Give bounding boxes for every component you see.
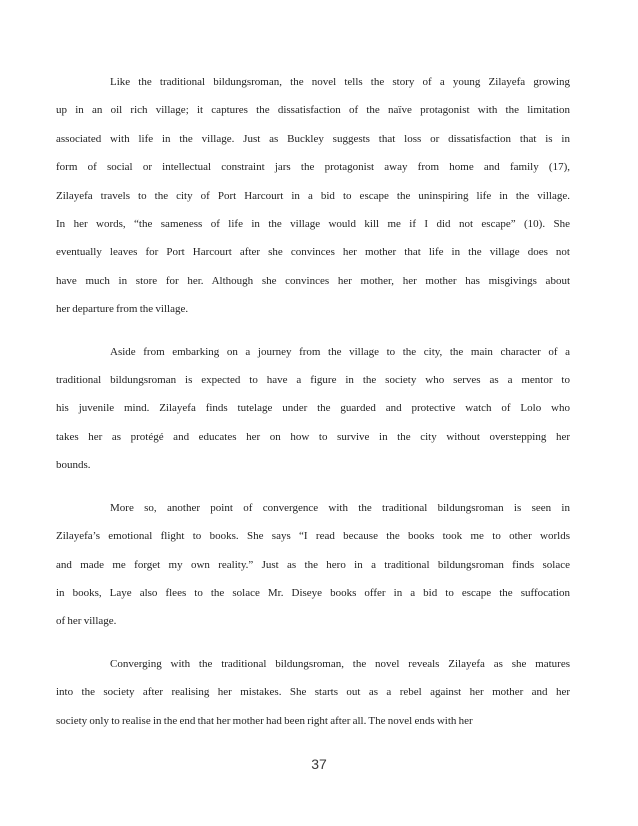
text-line: in books, Laye also flees to the solace Mr. Diseye books offer in a bid to escape the suffocation	[56, 586, 570, 599]
text-line: bounds.	[56, 459, 91, 472]
text-line: up in an oil rich village; it captures the dissatisfaction of the naïve protagonist with the limitation	[56, 104, 570, 117]
text-line: Converging with the traditional bildungsroman, the novel reveals Zilayefa as she matures	[110, 657, 570, 670]
paragraph	[56, 650, 570, 735]
text-line: of her village.	[56, 615, 117, 628]
text-line: society only to realise in the end that her mother had been right after all. The novel ends with her	[56, 714, 473, 727]
text-line: associated with life in the village. Just as Buckley suggests that loss or dissatisfaction that is in	[56, 132, 570, 145]
text-line: In her words, “the sameness of life in the village would kill me if I did not escape” (10). She	[56, 218, 570, 231]
paragraph	[56, 68, 570, 324]
text-line: eventually leaves for Port Harcourt after she convinces her mother that life in the village does not	[56, 246, 570, 259]
essay-content	[56, 68, 570, 749]
paragraph	[56, 494, 570, 636]
text-line: traditional bildungsroman is expected to have a figure in the society who serves as a mentor to	[56, 374, 570, 387]
text-line: More so, another point of convergence with the traditional bildungsroman is seen in	[110, 501, 570, 514]
text-line: Zilayefa travels to the city of Port Harcourt in a bid to escape the uninspiring life in the village.	[56, 189, 570, 202]
text-line: form of social or intellectual constraint jars the protagonist away from home and family (17),	[56, 161, 570, 174]
text-line: Like the traditional bildungsroman, the novel tells the story of a young Zilayefa growing	[110, 76, 570, 88]
text-line: and made me forget my own reality.” Just as the hero in a traditional bildungsroman finds solace	[56, 558, 570, 571]
text-line: into the society after realising her mistakes. She starts out as a rebel against her mother and her	[56, 686, 570, 699]
text-line: her departure from the village.	[56, 303, 189, 316]
text-line: Aside from embarking on a journey from the village to the city, the main character of a	[110, 345, 570, 358]
page-number: 37	[311, 756, 327, 772]
page-number-footer	[0, 755, 638, 773]
text-line: his juvenile mind. Zilayefa finds tutelage under the guarded and protective watch of Lolo who	[56, 402, 570, 415]
paragraph	[56, 338, 570, 480]
text-line: Zilayefa’s emotional flight to books. She says “I read because the books took me to other worlds	[56, 530, 570, 543]
text-line: takes her as protégé and educates her on how to survive in the city without overstepping her	[56, 430, 570, 443]
text-line: have much in store for her. Although she convinces her mother, her mother has misgivings about	[56, 274, 570, 287]
